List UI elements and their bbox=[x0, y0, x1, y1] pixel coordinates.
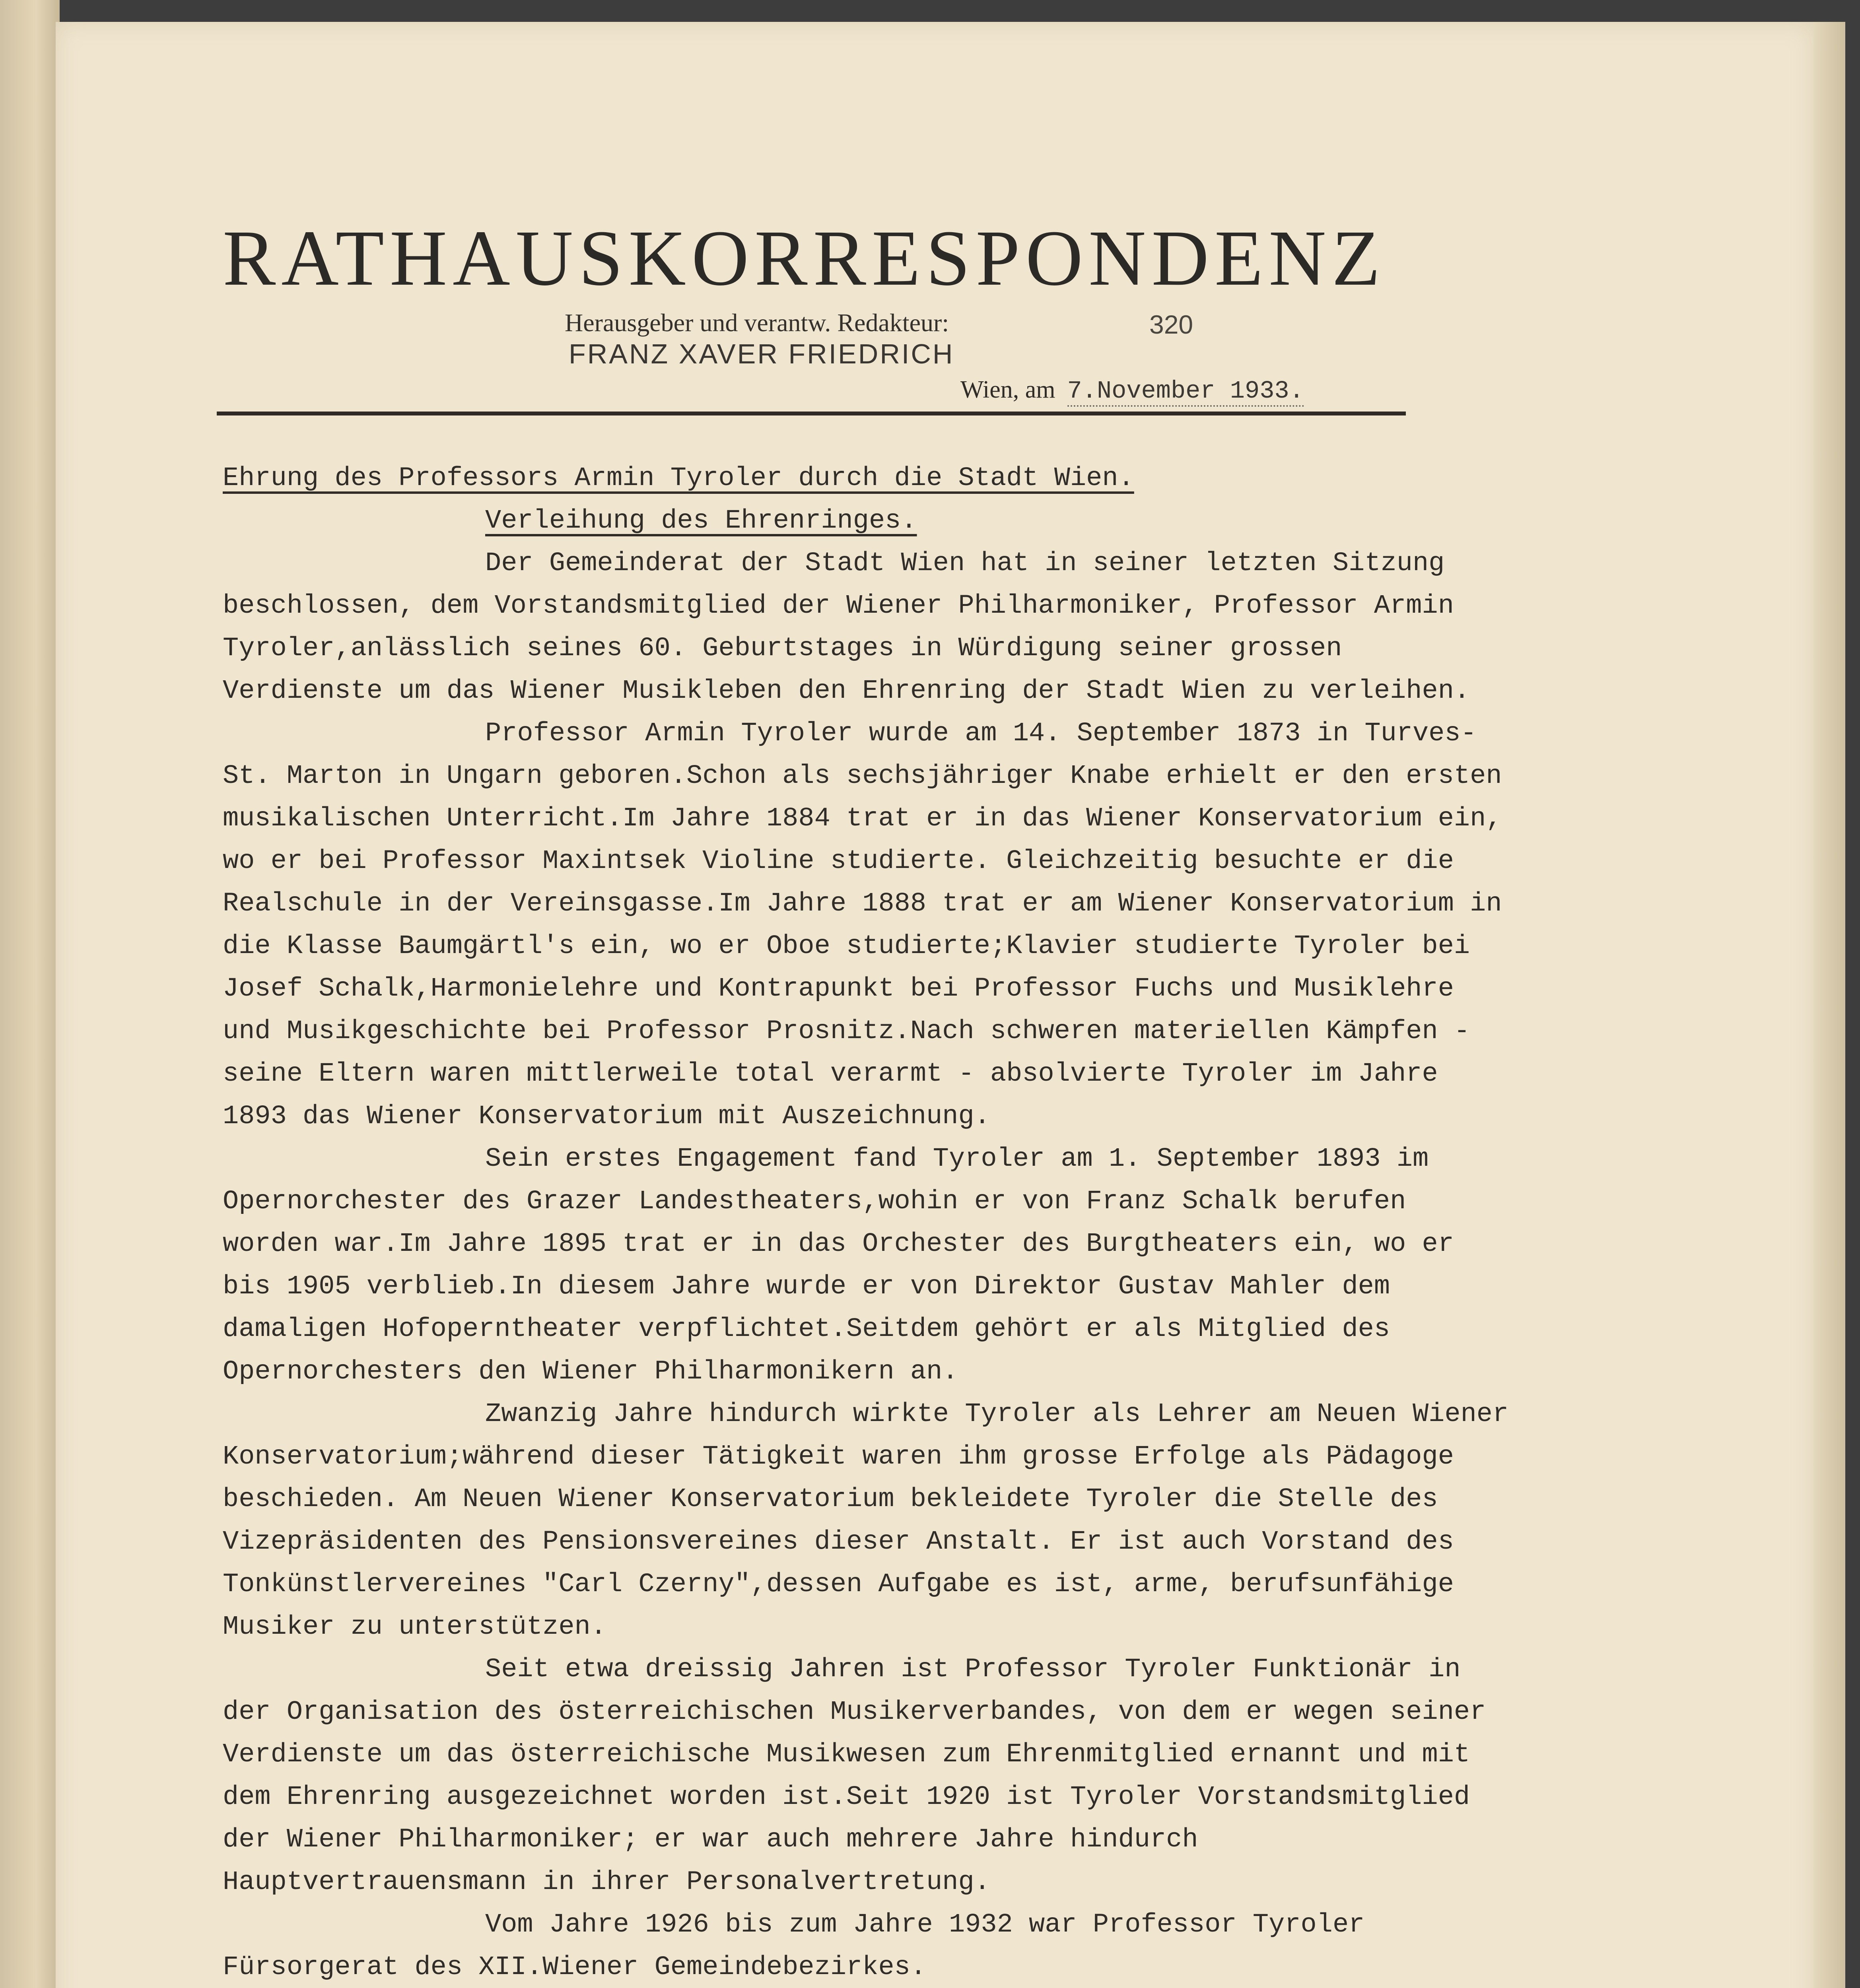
book-binding-edge bbox=[0, 0, 60, 1988]
editor-name: FRANZ XAVER FRIEDRICH bbox=[569, 338, 954, 369]
paragraph: Sein erstes Engagement fand Tyroler am 1. September 1893 im Opernorchester des Grazer Landestheaters,wohin er von Franz Schalk berufen worden war.Im Jahre 1895 trat er in das Orchester des Burgtheaters ein, wo er bis 1905 verblieb.In diesem Jahre wurde er von Direktor Gustav Mahler dem damaligen Hofoperntheater verpflichtet.Seitdem gehört er als Mitglied des Opernorchesters den Wiener Philharmonikern an. bbox=[223, 1144, 1454, 1387]
publisher-line: Herausgeber und verantw. Redakteur: bbox=[565, 309, 949, 337]
handwritten-number: 320 bbox=[1149, 310, 1193, 339]
article-subtitle: Verleihung des Ehrenringes. bbox=[485, 506, 917, 536]
paragraph: Der Gemeinderat der Stadt Wien hat in seiner letzten Sitzung beschlossen, dem Vorstandsmitglied der Wiener Philharmoniker, Professor Armin Tyroler,anlässlich seines 60. Geburtstages in Würdigung seiner grossen Verdienste um das Wiener Musikleben den Ehrenring der Stadt Wien zu verleihen. bbox=[223, 548, 1470, 706]
article-body bbox=[223, 457, 1511, 1988]
paragraph: Vom Jahre 1926 bis zum Jahre 1932 war Professor Tyroler Fürsorgerat des XII.Wiener Gemeindebezirkes. bbox=[223, 1910, 1365, 1982]
paragraph: Zwanzig Jahre hindurch wirkte Tyroler als Lehrer am Neuen Wiener Konservatorium;während dieser Tätigkeit waren ihm grosse Erfolge als Pädagoge beschieden. Am Neuen Wiener Konservatorium bekleidete Tyroler die Stelle des Vizepräsidenten des Pensionsvereines dieser Anstalt. Er ist auch Vorstand des Tonkünstlervereines "Carl Czerny",dessen Aufgabe es ist, arme, berufsunfähige Musiker zu unterstützen. bbox=[223, 1399, 1509, 1642]
article-title: Ehrung des Professors Armin Tyroler durch die Stadt Wien. bbox=[223, 463, 1134, 493]
date-prefix: Wien, am bbox=[960, 376, 1055, 403]
masthead-title: RATHAUSKORRESPONDENZ bbox=[223, 214, 1386, 302]
date-value: 7.November 1933. bbox=[1067, 377, 1304, 407]
paragraph: Seit etwa dreissig Jahren ist Professor Tyroler Funktionär in der Organisation des österreichischen Musikerverbandes, von dem er wegen seiner Verdienste um das österreichische Musikwesen zum Ehrenmitglied ernannt und mit dem Ehrenring ausgezeichnet worden ist.Seit 1920 ist Tyroler Vorstandsmitglied der Wiener Philharmoniker; er war auch mehrere Jahre hindurch Hauptvertrauensmann in ihrer Personalvertretung. bbox=[223, 1654, 1486, 1897]
masthead-rule bbox=[217, 412, 1406, 415]
date-line bbox=[960, 376, 1304, 407]
paragraph: Professor Armin Tyroler wurde am 14. September 1873 in Turves- St. Marton in Ungarn geboren.Schon als sechsjähriger Knabe erhielt er den ersten musikalischen Unterricht.Im Jahre 1884 trat er in das Wiener Konservatorium ein, wo er bei Professor Maxintsek Violine studierte. Gleichzeitig besuchte er die Realschule in der Vereinsgasse.Im Jahre 1888 trat er am Wiener Konservatorium in die Klasse Baumgärtl's ein, wo er Oboe studierte;Klavier studierte Tyroler bei Josef Schalk,Harmonielehre und Kontrapunkt bei Professor Fuchs und Musiklehre und Musikgeschichte bei Professor Prosnitz.Nach schweren materiellen Kämpfen - seine Eltern waren mittlerweile total verarmt - absolvierte Tyroler im Jahre 1893 das Wiener Konservatorium mit Auszeichnung. bbox=[223, 718, 1502, 1132]
page-edge bbox=[1813, 22, 1845, 1988]
